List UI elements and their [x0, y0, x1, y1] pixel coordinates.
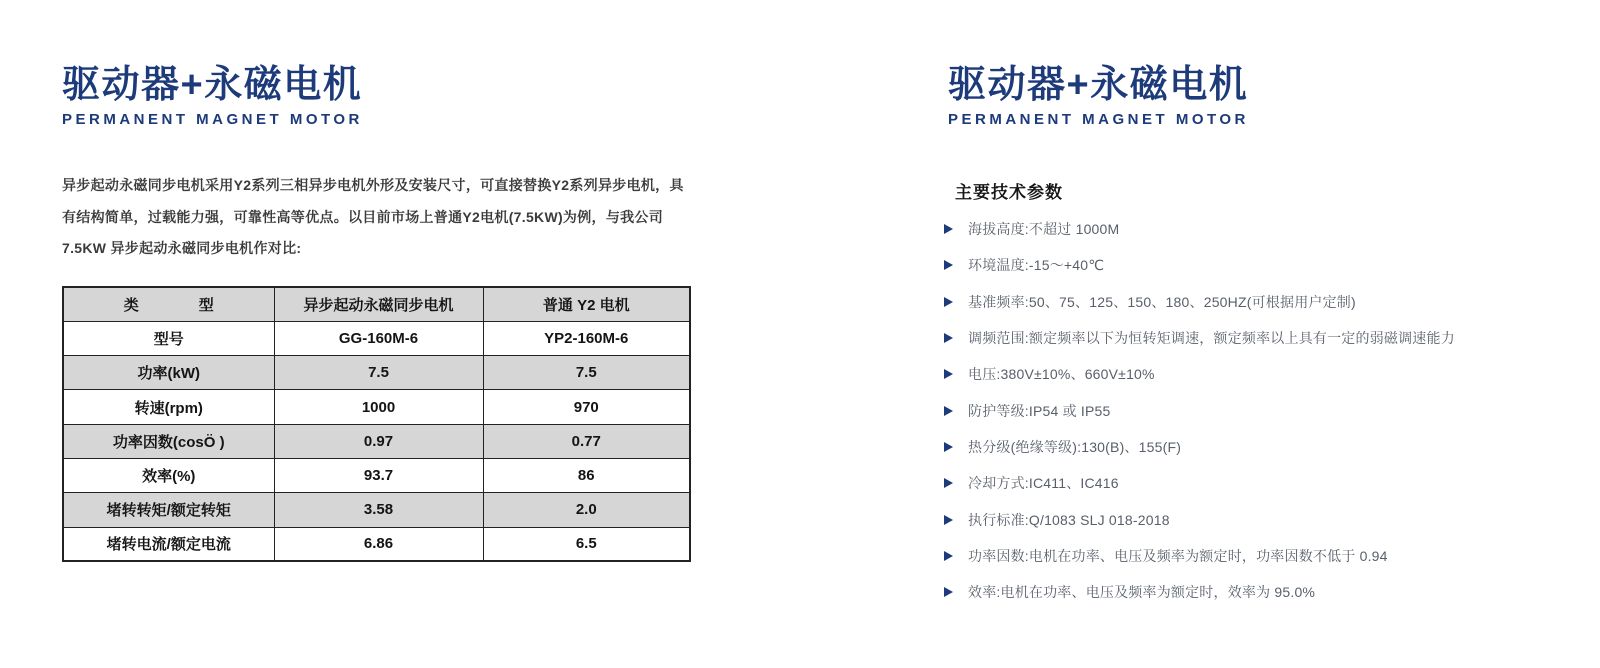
bullet-arrow-icon — [944, 224, 953, 234]
table-row — [63, 493, 690, 527]
spec-item — [944, 465, 1455, 501]
paragraph-line: 7.5KW 异步起动永磁同步电机作对比: — [62, 240, 302, 257]
spec-text: 海拔高度:不超过 1000M — [968, 221, 1120, 238]
value-cell: 1000 — [274, 390, 483, 424]
spec-text: 基准频率:50、75、125、150、180、250HZ(可根据用户定制) — [968, 293, 1356, 310]
spec-item — [944, 284, 1455, 320]
bullet-arrow-icon — [944, 587, 953, 597]
spec-text: 防护等级:IP54 或 IP55 — [968, 402, 1111, 419]
row-label-cell: 效率(%) — [63, 458, 274, 492]
spec-text: 执行标准:Q/1083 SLJ 018-2018 — [968, 511, 1170, 528]
value-cell: 2.0 — [483, 493, 690, 527]
table-header-row — [63, 287, 690, 321]
row-label-cell: 堵转电流/额定电流 — [63, 527, 274, 561]
value-cell: 6.86 — [274, 527, 483, 561]
page-subtitle-left: PERMANENT MAGNET MOTOR — [62, 110, 363, 128]
bullet-arrow-icon — [944, 297, 953, 307]
value-cell: YP2-160M-6 — [483, 321, 690, 355]
table-row — [63, 527, 690, 561]
page-title-left: 驱动器+永磁电机 — [62, 64, 363, 106]
row-label-cell: 堵转转矩/额定转矩 — [63, 493, 274, 527]
spec-text: 效率:电机在功率、电压及频率为额定时，效率为 95.0% — [968, 584, 1316, 601]
bullet-arrow-icon — [944, 442, 953, 452]
row-label-cell: 功率(kW) — [63, 356, 274, 390]
bullet-arrow-icon — [944, 551, 953, 561]
page-subtitle-right: PERMANENT MAGNET MOTOR — [948, 110, 1249, 128]
header-cell: 普通 Y2 电机 — [483, 287, 690, 321]
spec-item — [944, 538, 1455, 574]
spec-text: 热分级(绝缘等级):130(B)、155(F) — [968, 438, 1182, 455]
table-row — [63, 356, 690, 390]
bullet-arrow-icon — [944, 333, 953, 343]
spec-text: 冷却方式:IC411、IC416 — [968, 475, 1119, 492]
tech-params-heading: 主要技术参数 — [955, 183, 1063, 202]
table-row — [63, 458, 690, 492]
spec-item — [944, 247, 1455, 283]
row-label-cell: 型号 — [63, 321, 274, 355]
value-cell: 3.58 — [274, 493, 483, 527]
spec-item — [944, 392, 1455, 428]
bullet-arrow-icon — [944, 369, 953, 379]
bullet-arrow-icon — [944, 478, 953, 488]
comparison-table — [62, 286, 691, 562]
spec-item — [944, 320, 1455, 356]
left-title-block — [62, 64, 363, 128]
value-cell: 7.5 — [274, 356, 483, 390]
intro-paragraph — [62, 170, 684, 265]
table-row — [63, 424, 690, 458]
value-cell: 86 — [483, 458, 690, 492]
paragraph-line: 有结构简单，过载能力强，可靠性高等优点。以目前市场上普通Y2电机(7.5KW)为例，与我公司 — [62, 208, 664, 225]
tech-params-list — [944, 211, 1455, 610]
value-cell: 0.97 — [274, 424, 483, 458]
paragraph-line: 异步起动永磁同步电机采用Y2系列三相异步电机外形及安装尺寸，可直接替换Y2系列异步电机，具 — [62, 177, 684, 193]
page-title-right: 驱动器+永磁电机 — [948, 64, 1249, 106]
table-row — [63, 390, 690, 424]
value-cell: GG-160M-6 — [274, 321, 483, 355]
spec-text: 功率因数:电机在功率、电压及频率为额定时，功率因数不低于 0.94 — [968, 547, 1388, 564]
spec-text: 调频范围:额定频率以下为恒转矩调速，额定频率以上具有一定的弱磁调速能力 — [968, 330, 1455, 347]
spec-item — [944, 574, 1455, 610]
spec-text: 环境温度:-15～+40℃ — [968, 257, 1105, 274]
row-label-cell: 转速(rpm) — [63, 390, 274, 424]
bullet-arrow-icon — [944, 515, 953, 525]
row-label-cell: 功率因数(cosÖ ) — [63, 424, 274, 458]
header-cell: 异步起动永磁同步电机 — [274, 287, 483, 321]
value-cell: 0.77 — [483, 424, 690, 458]
value-cell: 970 — [483, 390, 690, 424]
value-cell: 93.7 — [274, 458, 483, 492]
value-cell: 6.5 — [483, 527, 690, 561]
bullet-arrow-icon — [944, 260, 953, 270]
right-title-block — [948, 64, 1249, 128]
spec-item — [944, 356, 1455, 392]
value-cell: 7.5 — [483, 356, 690, 390]
bullet-arrow-icon — [944, 406, 953, 416]
spec-item — [944, 211, 1455, 247]
spec-item — [944, 429, 1455, 465]
spec-text: 电压:380V±10%、660V±10% — [968, 366, 1155, 383]
table-row — [63, 321, 690, 355]
header-cell: 类 型 — [63, 287, 274, 321]
spec-item — [944, 501, 1455, 537]
